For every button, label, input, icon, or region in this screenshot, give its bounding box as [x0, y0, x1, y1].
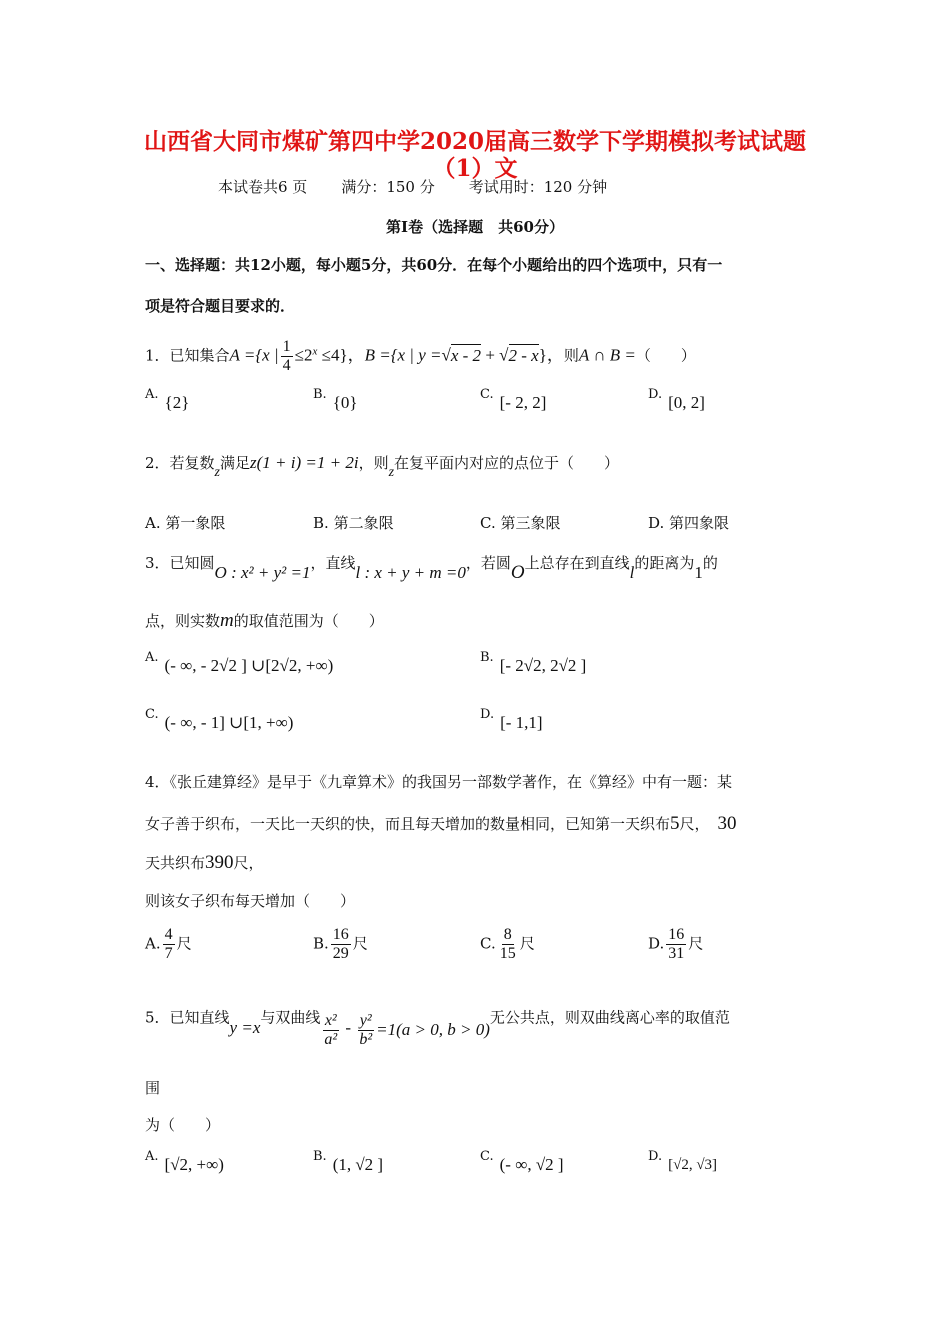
q3-option-c: C. (- ∞, - 1] ∪[1, +∞): [145, 707, 294, 732]
q2-option-b: B. 第二象限: [313, 514, 394, 532]
question-4-line1: 4．《张丘建算经》是早于《九章算术》的我国另一部数学著作，在《算经》中有一题：某: [145, 773, 733, 791]
q2-option-c: C. 第三象限: [480, 514, 561, 532]
q5-option-c: C. (- ∞, √2 ]: [480, 1149, 564, 1174]
q2-equation: z(1 + i) =1 + 2i: [250, 453, 359, 472]
question-1: 1．已知集合A ={x | $\frac{1}{4}$ $\le 2^x \le 4$}，B ={x | y =√x - 2 + √2 - x}，则A ∩ B =（ ）: [145, 338, 696, 374]
meta-time: 考试用时：120 分钟: [468, 178, 608, 196]
part-heading: 第Ⅰ卷（选择题 共60分）: [386, 218, 564, 236]
q4-option-d: D. $\frac{16}{31}$ 尺: [648, 926, 704, 962]
q2-option-a: A. 第一象限: [145, 514, 226, 532]
q4-option-c: C. $\frac{8}{15}$ 尺: [480, 926, 535, 962]
q5-option-b: B. (1, √2 ]: [313, 1149, 384, 1174]
q1-option-c: C. [- 2, 2]: [480, 387, 547, 412]
question-5-line1: 5．已知直线y =x与双曲线 $\frac{\text{x²}}{\text{a²}}$ - $\frac{\text{y²}}{\text{b²}}$ =1(a > 0, b > 0)无公共点，则双曲线离心率的取值范: [145, 1008, 730, 1048]
q2-option-d: D. 第四象限: [648, 514, 730, 532]
q1-prefix: 1．已知集合: [145, 346, 230, 365]
q4-option-a: A. $\frac{4}{7}$ 尺: [145, 926, 192, 962]
question-5-line2: 围: [145, 1079, 161, 1097]
question-3-line2: 点，则实数m的取值范围为（ ）: [145, 610, 384, 631]
meta-pages: 本试卷共6 页: [218, 178, 308, 196]
exam-title-line1: 山西省大同市煤矿第四中学2020届高三数学下学期模拟考试试题: [143, 128, 806, 155]
q3-option-d: D. [- 1,1]: [480, 707, 543, 732]
q1-setB: B ={x | y =: [364, 345, 442, 365]
question-4-line3: 天共织布390尺，: [145, 852, 264, 873]
question-4-line4: 则该女子织布每天增加（ ）: [145, 892, 356, 910]
exam-title-line2: （1）文: [432, 155, 518, 182]
q1-fraction: $\frac{1}{4}$: [282, 338, 291, 374]
section-heading-line2: 项是符合题目要求的．: [145, 297, 296, 315]
q3-option-b: B. [- 2√2, 2√2 ]: [480, 650, 587, 675]
q4-option-b: B. $\frac{16}{29}$ 尺: [313, 926, 368, 962]
q3-option-a: A. (- ∞, - 2√2 ] ∪[2√2, +∞): [145, 650, 334, 675]
q1-option-d: D. [0, 2]: [648, 387, 705, 412]
q1-setA-right: ≤2: [294, 345, 313, 365]
question-3-line1: 3．已知圆O : x² + y² =1，直线l : x + y + m =0，若圆O上总存在到直线l的距离为1的: [145, 554, 718, 583]
meta-score: 满分：150 分: [341, 178, 435, 196]
q1-option-a: A. {2}: [145, 387, 190, 412]
question-4-line2: 女子善于织布，一天比一天织的快，而且每天增加的数量相同，已知第一天织布5尺， 30: [145, 813, 737, 834]
q5-option-d: D.[√2, √3]: [648, 1149, 718, 1173]
q1-setA-left: A ={x |: [229, 345, 279, 365]
question-2: 2．若复数z满足z(1 + i) =1 + 2i，则z在复平面内对应的点位于（ ）: [145, 453, 620, 480]
exam-meta: [218, 176, 641, 197]
section-heading-line1: 一、选择题：共12小题，每小题5分，共60分．在每个小题给出的四个选项中，只有一: [145, 256, 723, 274]
q5-option-a: A. [√2, +∞): [145, 1149, 224, 1174]
q1-option-b: B. {0}: [313, 387, 358, 412]
question-5-line3: 为（ ）: [145, 1116, 221, 1134]
